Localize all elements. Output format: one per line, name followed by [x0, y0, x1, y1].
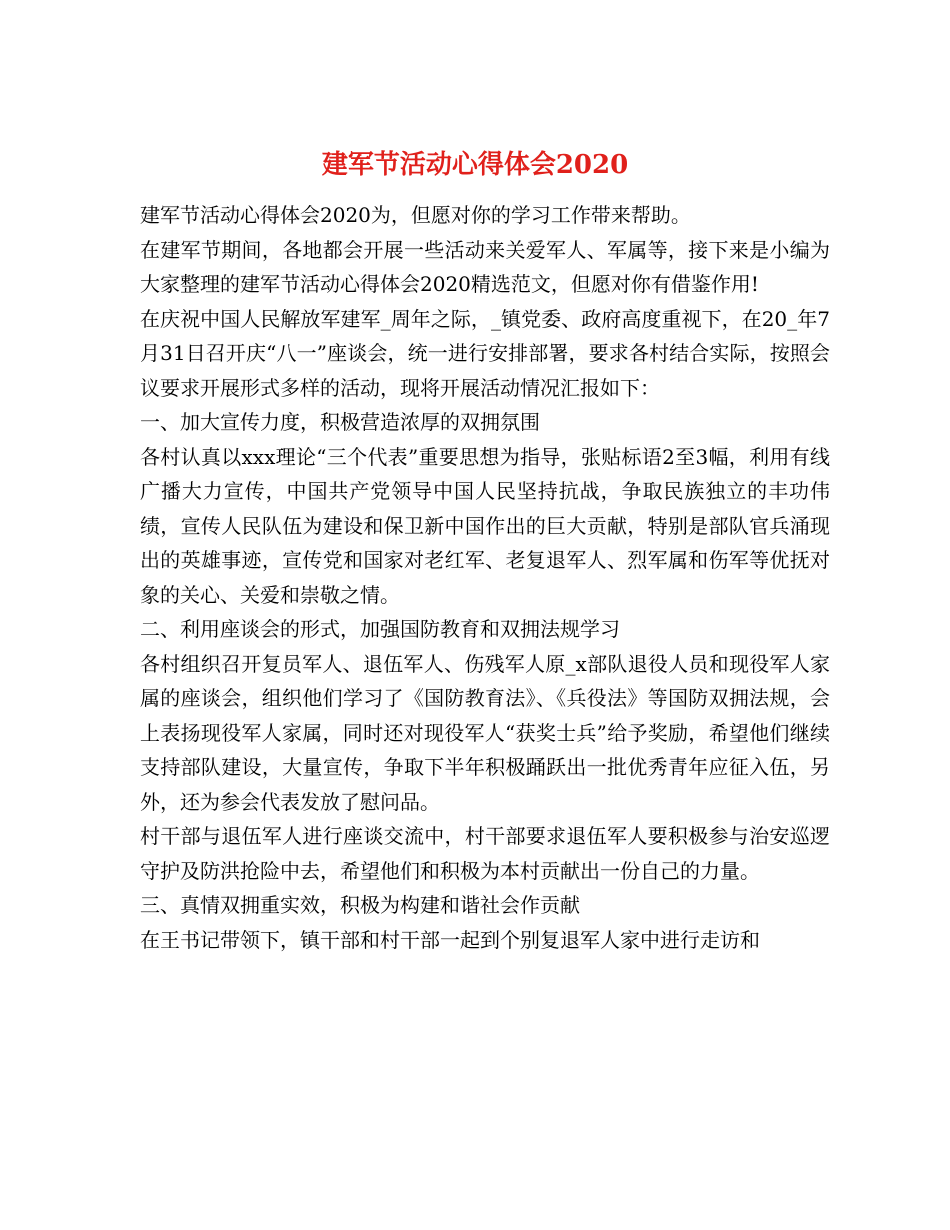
paragraph-visits: 在王书记带领下，镇干部和村干部一起到个别复退军人家中进行走访和 [140, 927, 760, 952]
paragraph-exchange: 村干部与退伍军人进行座谈交流中，村干部要求退伍军人要积极参与治安巡逻守护及防洪抢险中去，希望他们和积极为本村贡献出一份自己的力量。 [140, 824, 830, 883]
section-heading-1: 一、加大宣传力度，积极营造浓厚的双拥氛围 [140, 410, 540, 434]
document-title: 建军节活动心得体会2020 [321, 150, 629, 181]
paragraph-publicity: 各村认真以xxx理论“三个代表”重要思想为指导，张贴标语2至3幅，利用有线广播大力宣传，中国共产党领导中国人民坚持抗战，争取民族独立的丰功伟绩，宣传人民队伍为建设和保卫新中国作出的巨大贡献，特别是部队官兵涌现出的英雄事迹，宣传党和国家对老红军、老复退军人、烈军属和伤军等优抚对象的关心、关爱和崇敬之情。 [140, 444, 830, 607]
paragraph-meeting: 在庆祝中国人民解放军建军_周年之际，_镇党委、政府高度重视下，在20_年7月31日召开庆“八一”座谈会，统一进行安排部署，要求各村结合实际，按照会议要求开展形式多样的活动，现将开展活动情况汇报如下： [140, 306, 830, 400]
section-heading-3: 三、真情双拥重实效，积极为构建和谐社会作贡献 [140, 893, 580, 917]
paragraph-intro: 建军节活动心得体会2020为，但愿对你的学习工作带来帮助。 [140, 203, 691, 227]
paragraph-background: 在建军节期间，各地都会开展一些活动来关爱军人、军属等，接下来是小编为大家整理的建军节活动心得体会2020精选范文，但愿对你有借鉴作用! [140, 237, 830, 296]
document-body [140, 198, 830, 957]
section-heading-2: 二、利用座谈会的形式，加强国防教育和双拥法规学习 [140, 617, 620, 641]
paragraph-symposium: 各村组织召开复员军人、退伍军人、伤残军人原_x部队退役人员和现役军人家属的座谈会，组织他们学习了《国防教育法》、《兵役法》等国防双拥法规，会上表扬现役军人家属，同时还对现役军人“获奖士兵”给予奖励，希望他们继续支持部队建设，大量宣传，争取下半年积极踊跃出一批优秀青年应征入伍，另外，还为参会代表发放了慰问品。 [140, 651, 830, 814]
